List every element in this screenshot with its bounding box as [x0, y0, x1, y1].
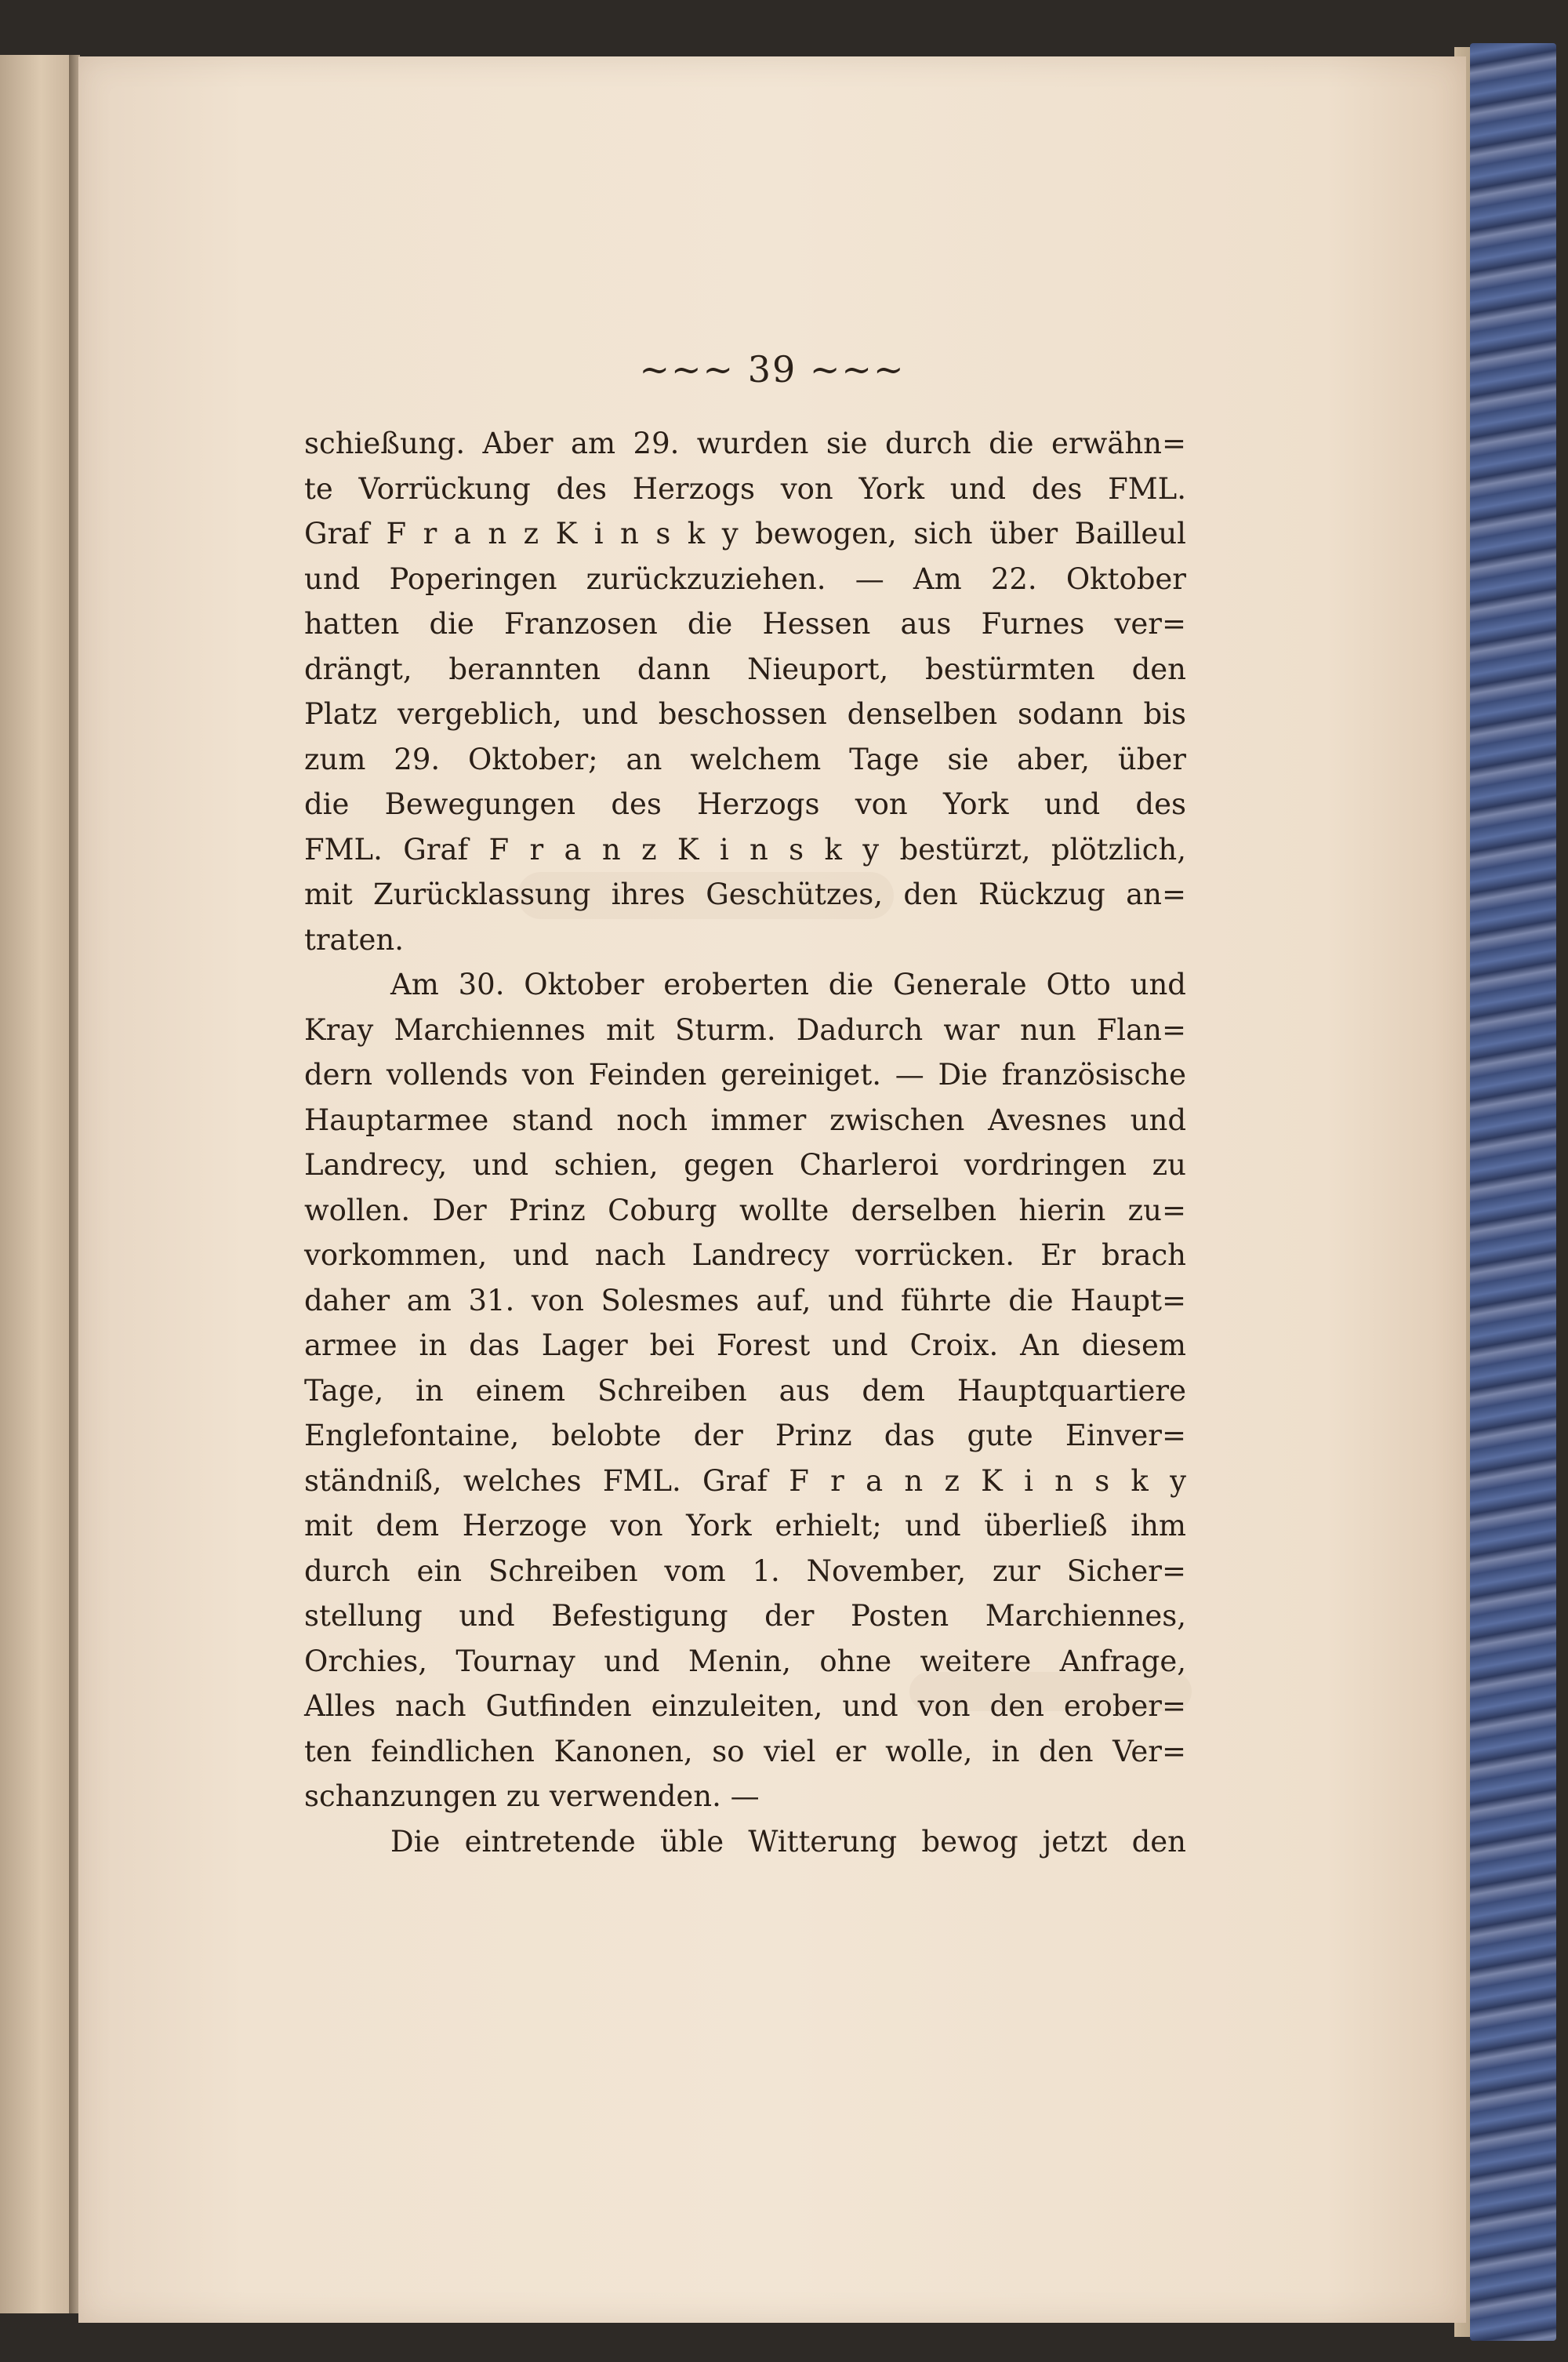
text-line: mit dem Herzoge von York erhielt; und überließ ihm	[304, 1509, 1186, 1543]
text-line: armee in das Lager bei Forest und Croix. An diesem	[304, 1328, 1186, 1362]
text-line: daher am 31. von Solesmes auf, und führte die Haupt=	[304, 1283, 1186, 1317]
marbled-cover	[1470, 43, 1556, 2341]
text-line: ten feindlichen Kanonen, so viel er wolle, in den Ver=	[304, 1734, 1186, 1768]
page-number: ~~~ 39 ~~~	[639, 348, 906, 391]
text-line: Landrecy, und schien, gegen Charleroi vordringen zu	[304, 1148, 1186, 1182]
text-line: zum 29. Oktober; an welchem Tage sie aber, über	[304, 742, 1186, 776]
text-line: Graf F r a n z K i n s k y bewogen, sich über Bailleul	[304, 517, 1186, 551]
text-line: Englefontaine, belobte der Prinz das gute Einver=	[304, 1419, 1186, 1452]
text-line: stellung und Befestigung der Posten Marchiennes,	[304, 1599, 1186, 1633]
facing-page-edge	[0, 55, 74, 2313]
paragraph-start-line: Die eintretende üble Witterung bewog jetzt den	[390, 1824, 1186, 1859]
paragraph-start-line: Am 30. Oktober eroberten die Generale Otto und	[390, 968, 1186, 1001]
text-line: Orchies, Tournay und Menin, ohne weitere Anfrage,	[304, 1644, 1186, 1678]
text-line: schießung. Aber am 29. wurden sie durch die erwähn=	[304, 427, 1186, 460]
text-line: schanzungen zu verwenden. —	[304, 1779, 760, 1813]
text-line: dern vollends von Feinden gereiniget. — Die französische	[304, 1058, 1186, 1092]
text-line: die Bewegungen des Herzogs von York und des	[304, 787, 1186, 821]
text-line: ständniß, welches FML. Graf F r a n z K i n s k y	[304, 1463, 1186, 1498]
body-text	[304, 421, 1186, 1864]
text-line: Hauptarmee stand noch immer zwischen Avesnes und	[304, 1103, 1186, 1137]
text-line: mit Zurücklassung ihres Geschützes, den Rückzug an=	[304, 878, 1186, 911]
text-line: wollen. Der Prinz Coburg wollte derselben hierin zu=	[304, 1193, 1186, 1227]
text-line: te Vorrückung des Herzogs von York und des FML.	[304, 471, 1186, 506]
text-line: Kray Marchiennes mit Sturm. Dadurch war nun Flan=	[304, 1012, 1186, 1047]
text-line: Platz vergeblich, und beschossen denselben sodann bis	[304, 697, 1186, 731]
text-line: Tage, in einem Schreiben aus dem Hauptquartiere	[304, 1373, 1186, 1408]
book-page	[78, 56, 1466, 2323]
text-line: drängt, berannten dann Nieuport, bestürmten den	[304, 652, 1186, 686]
text-line: FML. Graf F r a n z K i n s k y bestürzt, plötzlich,	[304, 832, 1186, 867]
text-line: Alles nach Gutfinden einzuleiten, und von den erober=	[304, 1689, 1186, 1723]
text-line: durch ein Schreiben vom 1. November, zur Sicher=	[304, 1553, 1186, 1588]
text-line: traten.	[304, 922, 404, 957]
text-line: vorkommen, und nach Landrecy vorrücken. Er brach	[304, 1238, 1186, 1272]
text-line: hatten die Franzosen die Hessen aus Furnes ver=	[304, 607, 1186, 641]
text-line: und Poperingen zurückzuziehen. — Am 22. Oktober	[304, 561, 1186, 596]
